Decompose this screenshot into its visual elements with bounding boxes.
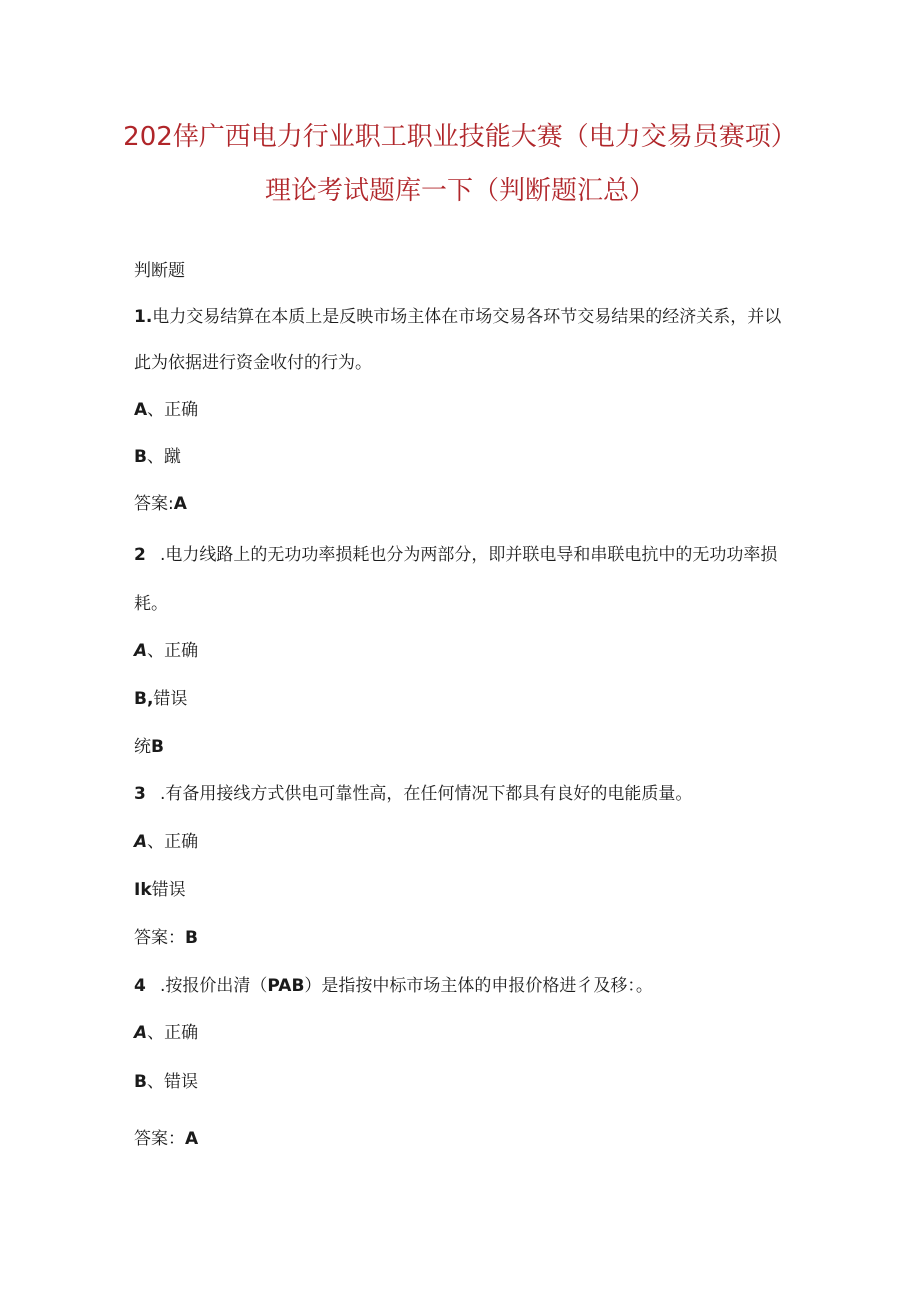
question-3-text-line-1: [134, 779, 692, 804]
question-3-answer-prefix: 答案：: [134, 928, 185, 948]
question-1-option-a: [134, 395, 198, 420]
question-4-answer-prefix: 答案：: [134, 1129, 185, 1149]
question-3-option-b-label: Ik: [134, 880, 152, 900]
question-4-answer-value: A: [185, 1129, 199, 1149]
question-2-answer: [134, 732, 164, 757]
question-3-option-a: [134, 827, 198, 852]
question-4-option-a-label: A: [134, 1023, 148, 1043]
question-3-option-b: [134, 875, 186, 900]
question-3-number: 3: [134, 784, 146, 804]
question-4-option-a-text: 、正确: [147, 1023, 199, 1043]
question-4-option-b-label: B: [134, 1072, 147, 1092]
question-2-number: 2: [134, 545, 146, 565]
question-1-answer-value: A: [173, 494, 187, 514]
question-1-text-line-1: [134, 302, 781, 327]
question-1-text-line-2: 此为依据进行资金收付的行为。: [134, 353, 372, 373]
question-2-answer-value: B: [151, 737, 164, 757]
question-2-text: .电力线路上的无功功率损耗也分为两部分，即并联电导和串联电抗中的无功功率损: [160, 545, 778, 565]
question-4-number: 4: [134, 976, 146, 996]
question-2-option-b-label: B,: [134, 689, 154, 709]
question-3-option-b-text: 错误: [151, 880, 186, 900]
question-3-option-a-label: A: [134, 832, 148, 852]
question-4-option-b: [134, 1067, 198, 1092]
question-2-answer-prefix: 统: [134, 737, 151, 757]
question-1-number: 1.: [134, 307, 153, 327]
question-1-text: 电力交易结算在本质上是反映市场主体在市场交易各环节交易结果的经济关系，并以: [152, 307, 782, 327]
question-1-option-b-label: B: [134, 447, 147, 467]
question-4-answer: [134, 1124, 198, 1149]
document-title-line-2: 理论考试题库一下（判断题汇总）: [264, 176, 655, 206]
question-4-text-line-1: [134, 971, 653, 996]
question-2-option-a-label: A: [134, 641, 148, 661]
question-3-answer: [134, 923, 198, 948]
question-4-text-part-2: ）是指按中标市场主体的申报价格进彳及移：。: [304, 976, 653, 996]
question-2-option-b-text: 错误: [153, 689, 188, 709]
question-2-text-line-1: [134, 540, 777, 565]
question-3-option-a-text: 、正确: [147, 832, 199, 852]
question-4-option-b-text: 、错误: [146, 1072, 198, 1092]
question-2-option-b: [134, 684, 187, 709]
question-2-option-a-text: 、正确: [147, 641, 199, 661]
section-label: 判断题: [134, 261, 185, 281]
question-1-option-b: [134, 442, 181, 467]
question-1-answer-prefix: 答案:: [134, 494, 174, 514]
question-4-text-pab: PAB: [267, 976, 305, 996]
question-4-text-part-1: .按报价出清（: [160, 976, 268, 996]
question-3-text: .有备用接线方式供电可靠性高，在任何情况下都具有良好的电能质量。: [160, 784, 693, 804]
question-2-text-line-2: 耗。: [134, 594, 168, 614]
document-title-line-1: 202倖广西电力行业职工职业技能大赛（电力交易员赛项）: [123, 122, 797, 152]
question-1-answer: [134, 489, 187, 514]
question-1-option-b-text: 、蹴: [146, 447, 181, 467]
question-1-option-a-label: A: [134, 400, 148, 420]
question-2-option-a: [134, 636, 198, 661]
question-3-answer-value: B: [185, 928, 198, 948]
question-1-option-a-text: 、正确: [147, 400, 199, 420]
question-4-option-a: [134, 1018, 198, 1043]
